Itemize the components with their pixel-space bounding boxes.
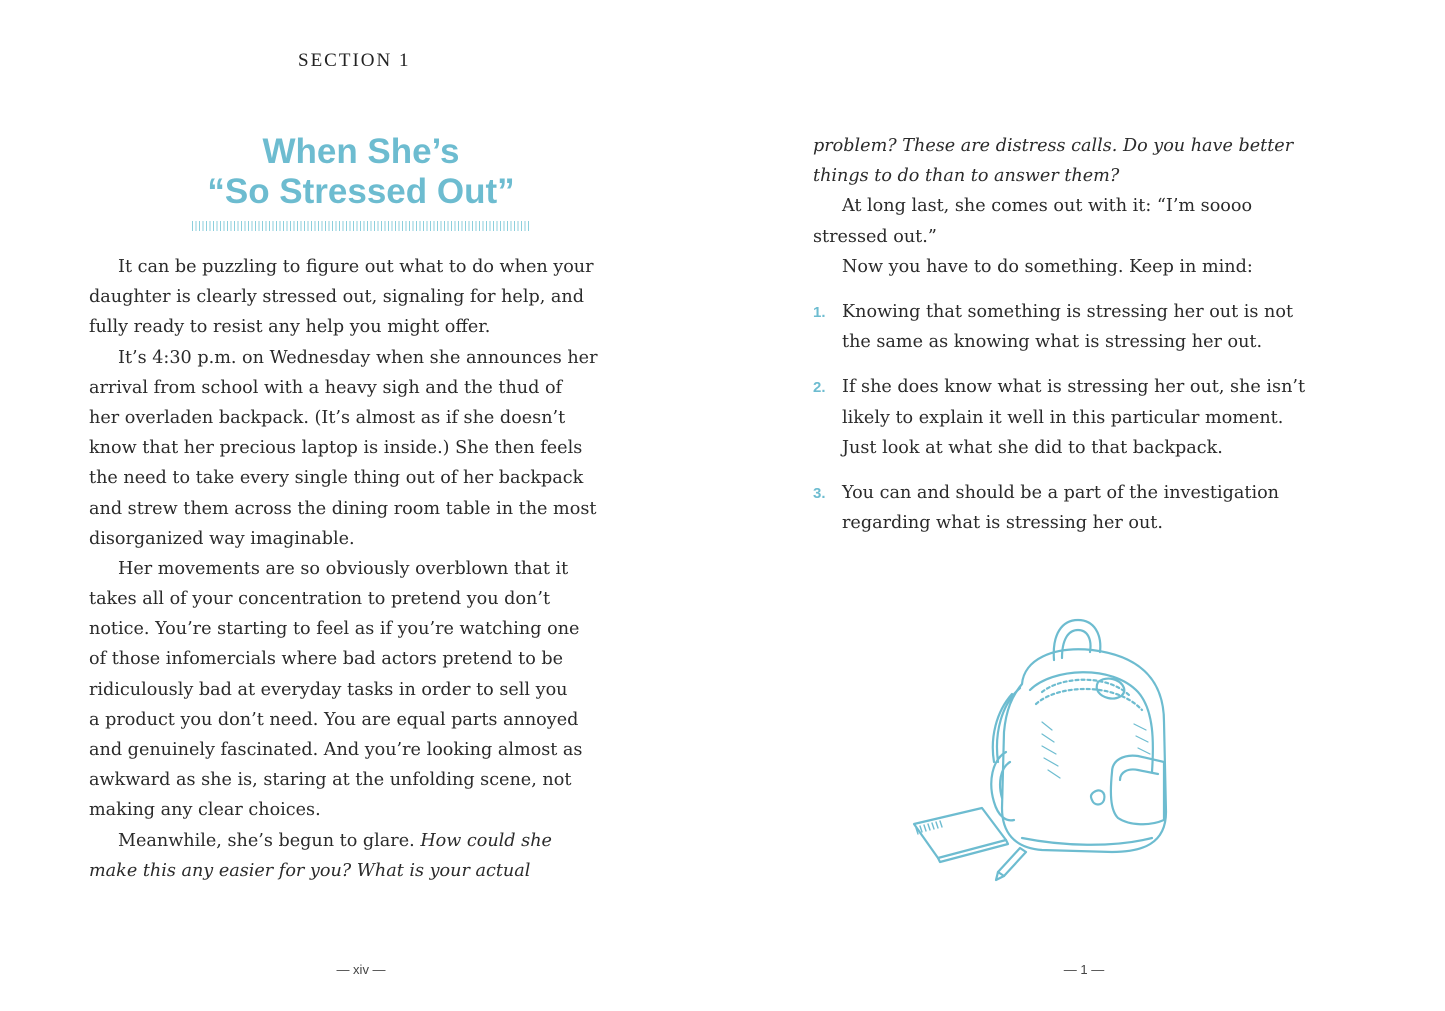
body-line: fully ready to resist any help you might offer. [89,317,491,338]
list-item [813,372,1373,463]
page-number-left: — xiv — [336,962,386,977]
list-line [813,372,1373,402]
body-text-plain: Meanwhile, she’s begun to glare. [118,830,421,851]
body-line: At long last, she comes out with it: “I’m soooo [842,196,1253,217]
body-line: Now you have to do something. Keep in mind: [842,256,1253,277]
list-line: likely to explain it well in this particular moment. [842,407,1284,428]
section-label: SECTION 1 [298,50,411,71]
body-line: awkward as she is, staring at the unfolding scene, not [89,770,572,791]
list-item [813,297,1373,357]
list-line [813,478,1373,508]
body-line [89,826,649,856]
body-line [89,856,649,886]
body-line: and genuinely fascinated. And you’re looking almost as [89,740,583,760]
list-text: Knowing that something is stressing her out is not [842,301,1294,322]
right-body-text [813,131,1373,538]
body-line: It can be puzzling to figure out what to do when your [118,257,594,277]
body-line [813,161,1373,191]
body-line: know that her precious laptop is inside.) She then feels [89,438,583,459]
list-text: You can and should be a part of the investigation [842,482,1279,503]
body-text-italic: things to do than to answer them? [813,166,1120,187]
list-line: the same as knowing what is stressing her out. [842,332,1263,353]
list-text: If she does know what is stressing her out, she isn’t [842,377,1306,398]
body-line: a product you don’t need. You are equal parts annoyed [89,709,579,730]
chapter-title-line-2: “So Stressed Out” [207,172,515,211]
body-line: her overladen backpack. (It’s almost as if she doesn’t [89,407,566,428]
backpack-illustration [902,612,1212,886]
body-line: takes all of your concentration to pretend you don’t [89,589,551,610]
body-line: ridiculously bad at everyday tasks in order to sell you [89,679,568,700]
body-line: making any clear choices. [89,800,321,821]
numbered-list [813,297,1373,538]
title-underline-rule [192,221,530,231]
body-line: disorganized way imaginable. [89,528,355,549]
chapter-title [180,132,542,212]
left-body-text [89,252,649,886]
list-line [813,297,1373,327]
list-number: 3. [813,484,826,502]
body-line: arrival from school with a heavy sigh and the thud of [89,377,563,398]
list-number: 2. [813,379,826,397]
body-line: It’s 4:30 p.m. on Wednesday when she announces her [118,347,598,368]
body-line: the need to take every single thing out of her backpack [89,468,584,489]
list-line: Just look at what she did to that backpack. [842,437,1223,458]
right-page [722,0,1445,1011]
body-line: of those infomercials where bad actors pretend to be [89,649,564,670]
body-text-italic: make this any easier for you? What is your actual [89,860,531,881]
body-line: Her movements are so obviously overblown that it [118,558,569,579]
body-line: notice. You’re starting to feel as if you’re watching one [89,619,580,640]
list-item [813,478,1373,538]
body-line: and strew them across the dining room table in the most [89,498,597,519]
chapter-title-line-1: When She’s [262,132,460,171]
list-line: regarding what is stressing her out. [842,513,1163,534]
page-number-right: — 1 — [1063,962,1105,977]
list-number: 1. [813,303,826,321]
body-line [813,131,1373,161]
body-text-italic: How could she [420,830,552,851]
body-line: daughter is clearly stressed out, signaling for help, and [89,287,584,308]
body-text-italic: problem? These are distress calls. Do you have better [813,136,1294,156]
body-line: stressed out.” [813,226,937,247]
left-page [0,0,722,1011]
